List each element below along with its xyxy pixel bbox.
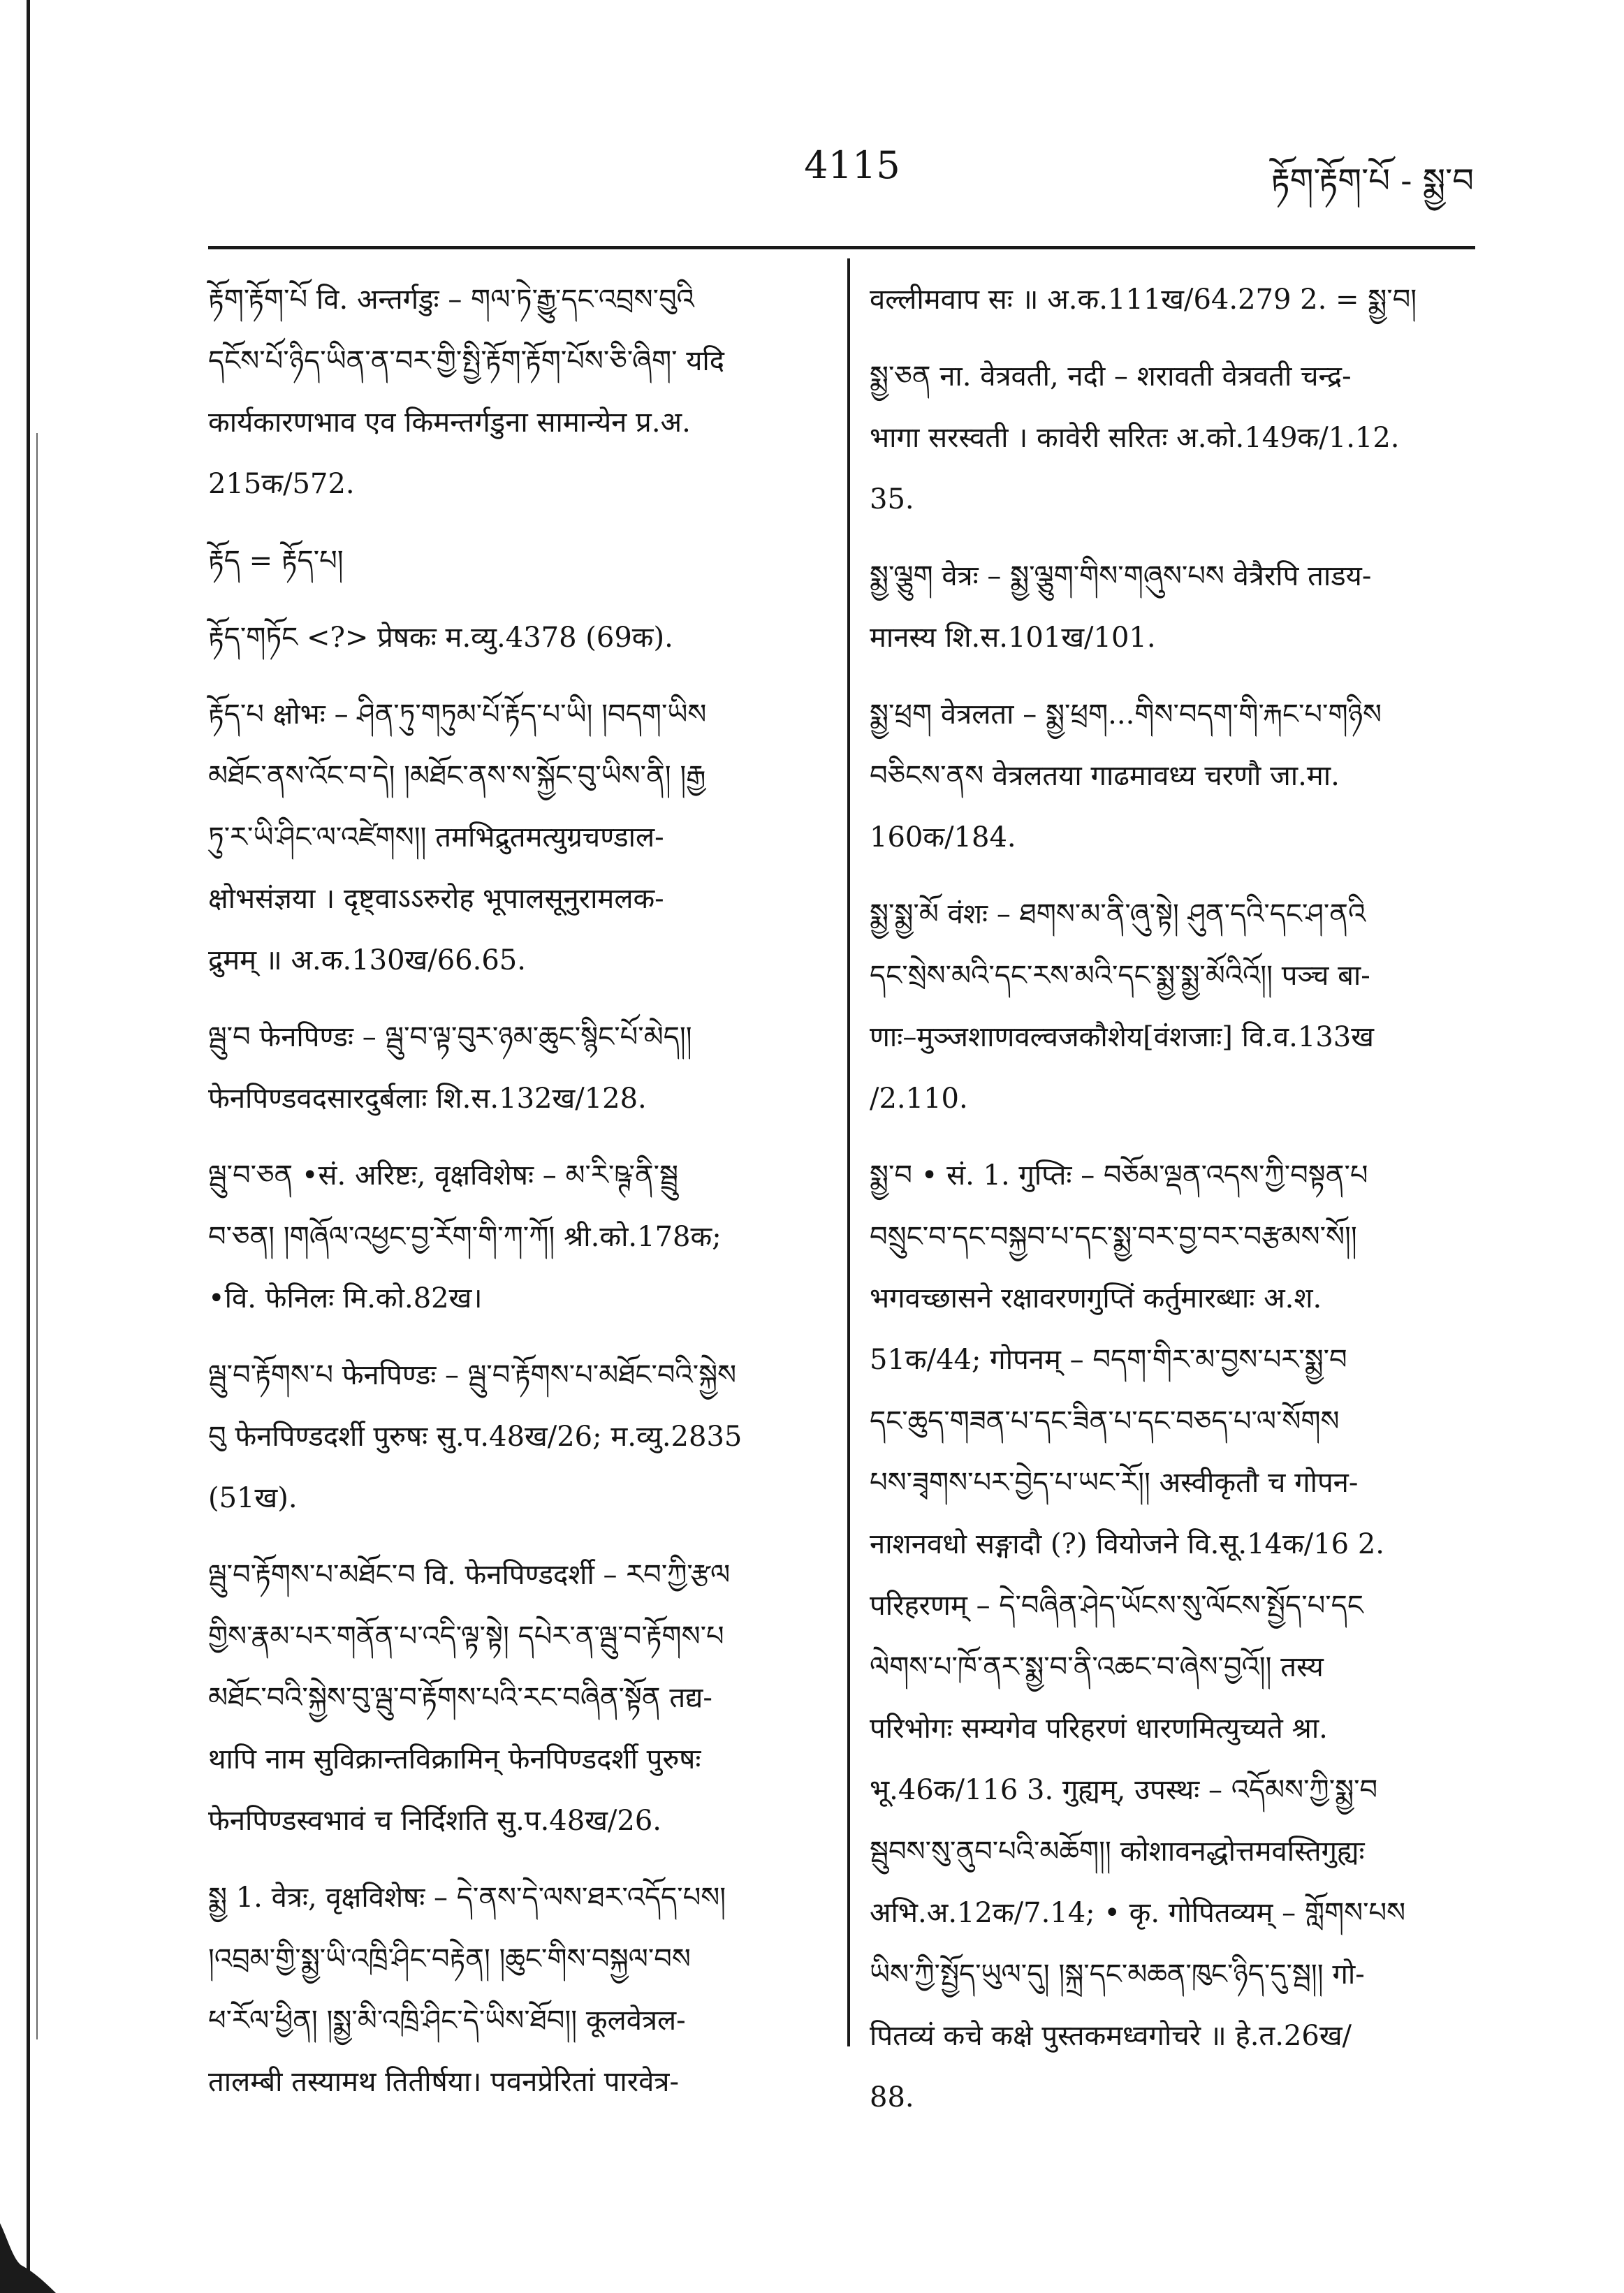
dictionary-entry: [208, 1345, 823, 1529]
entry-line: །འབྲམ་གྱི་སྨྱ་ཡི་འཁྲི་ཤིང་བརྟེན། །ཆུང་གིས་བསྐྱལ་བས: [208, 1943, 691, 1975]
entry-line: भगवच्छासने रक्षावरणगुप्तिं कर्तुमारब्धाः अ.श.: [870, 1282, 1322, 1314]
entry-line: तालम्बी तस्यामथ तितीर्षया। पवनप्रेरितां पारवेत्र-: [208, 2066, 679, 2098]
entry-line: 35.: [870, 483, 914, 515]
entry-line: 160क/184.: [870, 821, 1016, 854]
entry-line: དང་ཆུད་གཟན་པ་དང་ཟིན་པ་དང་བཅད་པ་ལ་སོགས: [870, 1405, 1340, 1437]
entry-line: རྟོད = རྟོད་པ།: [208, 545, 344, 577]
dictionary-entry: [208, 1145, 823, 1329]
entry-line: द्रुमम् ॥ अ.क.130ख/66.65.: [208, 944, 526, 976]
entry-line: वल्लीमवाप सः ॥ अ.क.111ख/64.279 2. = སྨྱ་བ།: [870, 284, 1417, 316]
entry-line: ལྦུ་བ་ཅན •सं. अरिष्टः, वृक्षविशेषः – མ་རི་ཥྚ་ནི་སྦྲུ: [208, 1159, 679, 1192]
entry-line: ཏུ་ར་ཡི་ཤིང་ལ་འཛེགས།། तमभिद्रुतमत्युग्रचण्डाल-: [208, 821, 664, 854]
entry-line: फेनपिण्डस्वभावं च निर्दिशति सु.प.48ख/26.: [208, 1805, 662, 1837]
entry-line: परिभोगः सम्यगेव परिहरणं धारणमित्युच्यते श्रा.: [870, 1713, 1328, 1745]
entry-line: पितव्यं कचे कक्षे पुस्तकमध्वगोचरे ॥ हे.त.26ख/: [870, 2020, 1352, 2052]
entry-line: དང་སྲེས་མའི་དང་རས་མའི་དང་སྨྱ་སྨྱ་མོའིའོ།། पञ्च बा-: [870, 960, 1370, 992]
entry-line: थापि नाम सुविक्रान्तविक्रामिन् फेनपिण्डदर्शी पुरुषः: [208, 1743, 701, 1775]
entry-line: 88.: [870, 2081, 914, 2113]
entry-line: नाशनवधो सङ्गादौ (?) वियोजने वि.सू.14क/16 2.: [870, 1528, 1384, 1560]
entry-line: གྱིས་རྣམ་པར་གནོན་པ་འདི་ལྟ་སྟེ། དཔེར་ན་ལྦུ་བ་རྟོགས་པ: [208, 1620, 724, 1653]
dictionary-entry: [870, 545, 1470, 668]
entry-line: སྨྱ་ཅན ना. वेत्रवती, नदी – शरावती वेत्रवती चन्द्र-: [870, 360, 1352, 393]
entry-line: བ་ཅན། །གཞོལ་འཕྱང་བྱ་རོག་གི་ཀ་ཀོ། श्री.को.178क;: [208, 1221, 722, 1253]
entry-line: ཡིས་ཀྱི་སྤྱོད་ཡུལ་དུ། །སྐྲ་དང་མཆན་ཁུང་ཉིད་དུ་སྦ།། गो-: [870, 1958, 1365, 1991]
column-divider: [847, 258, 850, 2046]
left-column: [208, 269, 823, 2128]
entry-line: སྨྱ་སྨྱ་མོ वंशः – ཐགས་མ་ནི་ཞུ་སྟེ། ཤུན་དའི་དང་ཤ་ནའི: [870, 898, 1366, 930]
entry-line: སྨྱ་བ • सं. 1. गुप्तिः – བཅོམ་ལྡན་འདས་ཀྱི་བསྟན་པ: [870, 1159, 1368, 1192]
entry-line: •वि. फेनिलः मि.को.82ख।: [208, 1282, 483, 1314]
entry-line: भू.46क/116 3. गुह्यम्, उपस्थः – འདོམས་ཀྱི་སྨྱ་བ: [870, 1774, 1378, 1806]
entry-line: फेनपिण्डवदसारदुर्बलाः शि.स.132ख/128.: [208, 1083, 647, 1115]
entry-line: भागा सरस्वती । कावेरी सरितः अ.को.149क/1.12.: [870, 422, 1400, 454]
entry-line: མཐོང་ནས་འོང་བ་དེ། །མཐོང་ནས་ས་སྐྱོང་བུ་ཡིས་ནི། །རྒྱ: [208, 760, 706, 792]
dictionary-entry: [870, 884, 1470, 1129]
entry-line: /2.110.: [870, 1083, 968, 1115]
entry-line: ལྦུ་བ་རྟོགས་པ फेनपिण्डः – ལྦུ་བ་རྟོགས་པ་མཐོང་བའི་སྐྱེས: [208, 1359, 737, 1391]
page-number: 4115: [804, 143, 900, 187]
entry-line: क्षोभसंज्ञया । दृष्ट्वाऽऽरुरोह भूपालसूनुरामलक-: [208, 883, 664, 915]
entry-line: ལེགས་པ་ཁོ་ནར་སྨྱ་བ་ནི་འཆང་བ་ཞེས་བྱའོ།། तस्य: [870, 1651, 1324, 1683]
entry-line: བཅིངས་ནས वेत्रलतया गाढमावध्य चरणौ जा.मा.: [870, 760, 1340, 792]
dictionary-entry: [870, 346, 1470, 530]
entry-line: परिहरणम् – དེ་བཞིན་ཤེད་ཡོངས་སུ་ལོངས་སྤྱོད་པ་དང: [870, 1590, 1363, 1622]
dictionary-entry: [208, 269, 823, 515]
entry-line: ཕ་རོལ་ཕྱིན། །སྨྱ་མི་འཁྲི་ཤིང་དེ་ཡིས་ཐོབ།། कूलवेत्रल-: [208, 2005, 686, 2037]
entry-line: मानस्य शि.स.101ख/101.: [870, 622, 1156, 654]
dictionary-entry: [208, 1867, 823, 2113]
header-rule: [208, 246, 1475, 249]
entry-line: བསྲུང་བ་དང་བསྐྱབ་པ་དང་སྨྱ་བར་བྱ་བར་བརྩམས་སོ།།: [870, 1221, 1357, 1253]
right-column: [870, 269, 1470, 2144]
entry-line: སྨྱ་ཕྲག वेत्रलता – སྨྱ་ཕྲག...གིས་བདག་གི་རྐང་པ་གཉིས: [870, 698, 1382, 731]
entry-line: རྟོད་གཏོང <?> प्रेषकः म.व्यु.4378 (69क).: [208, 622, 673, 654]
dictionary-entry: [208, 1006, 823, 1129]
dictionary-entry: [870, 269, 1470, 330]
scan-corner-mark: [0, 2181, 126, 2293]
entry-line: (51ख).: [208, 1482, 298, 1514]
entry-line: 215क/572.: [208, 468, 355, 500]
entry-line: 51क/44; गोपनम् – བདག་གིར་མ་བྱས་པར་སྨྱ་བ: [870, 1344, 1347, 1376]
dictionary-entry: [208, 530, 823, 592]
entry-line: अभि.अ.12क/7.14; • कृ. गोपितव्यम् – གློགས་པས: [870, 1897, 1406, 1929]
entry-line: སྨྱ་ལྕུག वेत्रः – སྨྱ་ལྕུག་གིས་གཞུས་པས वेत्रैरपि ताडय-: [870, 560, 1372, 592]
dictionary-entry: [208, 684, 823, 991]
dictionary-entry: [208, 1544, 823, 1852]
entry-line: རྟོག་རྟོག་པོ वि. अन्तर्गडुः – གལ་ཏེ་རྒྱུ་དང་འབྲས་བུའི: [208, 284, 694, 316]
entry-line: སྦུབས་སུ་ནུབ་པའི་མཆོག།། कोशावनद्धोत्तमवस्तिगुह्यः: [870, 1836, 1365, 1868]
entry-line: णाः–मुञ्जशाणवल्वजकौशेय[वंशजाः] वि.व.133ख: [870, 1021, 1374, 1053]
scan-edge: [27, 0, 30, 2293]
dictionary-entry: [870, 1145, 1470, 2128]
dictionary-entry: [870, 684, 1470, 868]
entry-line: བུ फेनपिण्डदर्शी पुरुषः सु.प.48ख/26; म.व्यु.2835: [208, 1421, 742, 1453]
entry-line: ལྦུ་བ फेनपिण्डः – ལྦུ་བ་ལྟ་བུར་ཉམ་ཆུང་སྙིང་པོ་མེད།།: [208, 1021, 692, 1053]
dictionary-entry: [208, 607, 823, 668]
entry-line: མཐོང་བའི་སྐྱེས་བུ་ལྦུ་བ་རྟོགས་པའི་རང་བཞིན་སྟོན तद्य-: [208, 1682, 712, 1714]
running-head: རྟོག་རྟོག་པོ - སྨྱ་བ: [1271, 161, 1474, 200]
entry-line: རྟོད་པ क्षोभः – ཤིན་ཏུ་གཏུམ་པོ་རྟོད་པ་ཡི། །བདག་ཡིས: [208, 698, 707, 731]
entry-line: ལྦུ་བ་རྟོགས་པ་མཐོང་བ वि. फेनपिण्डदर्शी – རབ་ཀྱི་རྩལ: [208, 1559, 731, 1591]
entry-line: དངོས་པོ་ཉིད་ཡིན་ན་བར་གྱི་སྤྱི་རྟོག་རྟོག་པོས་ཅི་ཞིག་ यदि: [208, 345, 725, 377]
scan-edge-shadow: [36, 433, 38, 2039]
entry-line: སྨྱ 1. वेत्रः, वृक्षविशेषः – དེ་ནས་དེ་ལས་ཐར་འདོད་པས།: [208, 1882, 726, 1914]
entry-line: པས་ཟྭགས་པར་བྱེད་པ་ཡང་རོ།། अस्वीकृतौ च गोपन-: [870, 1467, 1359, 1499]
entry-line: कार्यकारणभाव एव किमन्तर्गडुना सामान्येन प्र.अ.: [208, 406, 691, 439]
